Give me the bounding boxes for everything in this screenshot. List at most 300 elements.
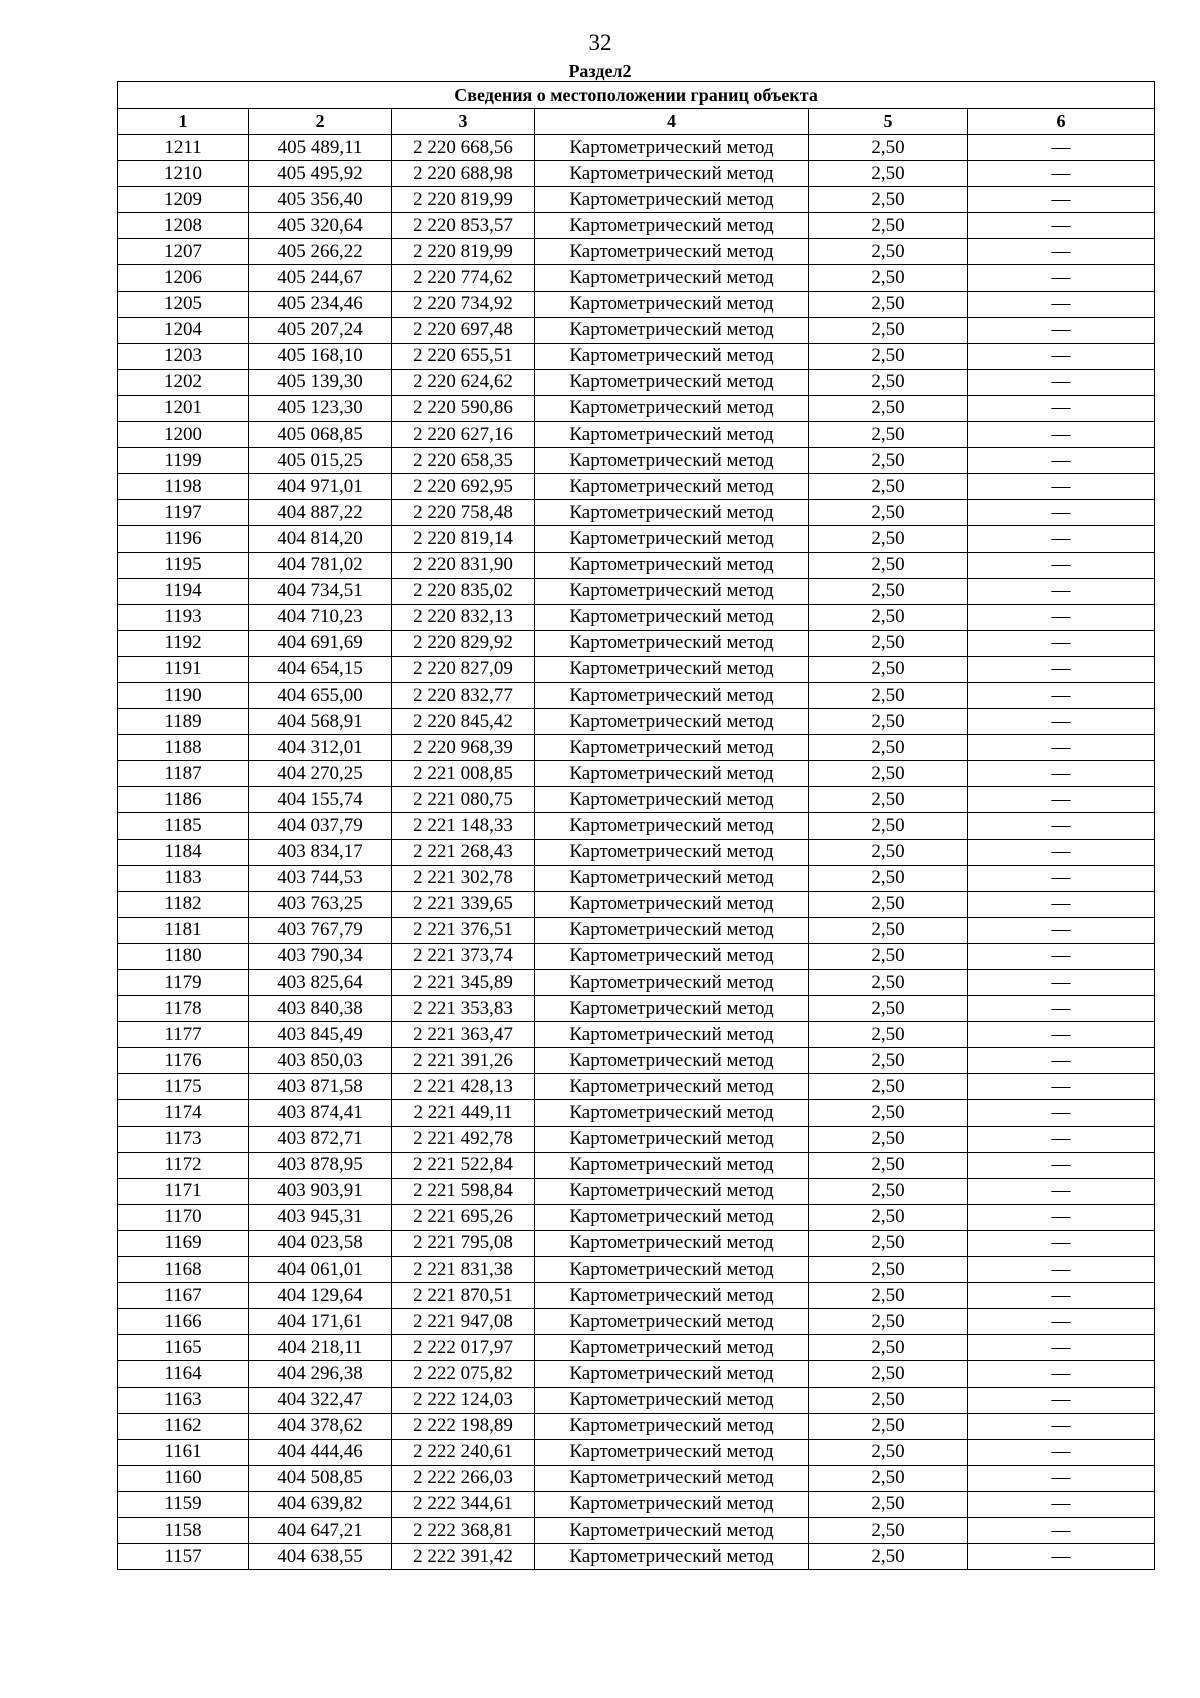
column-number: 1	[118, 109, 249, 135]
method-cell: Картометрический метод	[535, 1387, 809, 1413]
point-number-cell: 1197	[118, 500, 249, 526]
x-coordinate-cell: 405 168,10	[249, 343, 392, 369]
accuracy-cell: 2,50	[809, 1335, 968, 1361]
point-number-cell: 1182	[118, 891, 249, 917]
accuracy-cell: 2,50	[809, 1491, 968, 1517]
y-coordinate-cell: 2 220 832,13	[392, 604, 535, 630]
y-coordinate-cell: 2 222 198,89	[392, 1413, 535, 1439]
table-row	[118, 1022, 1155, 1048]
description-cell: —	[968, 1387, 1155, 1413]
table-row	[118, 135, 1155, 161]
method-cell: Картометрический метод	[535, 682, 809, 708]
table-row	[118, 917, 1155, 943]
y-coordinate-cell: 2 221 353,83	[392, 996, 535, 1022]
column-number: 6	[968, 109, 1155, 135]
x-coordinate-cell: 405 495,92	[249, 161, 392, 187]
x-coordinate-cell: 404 312,01	[249, 735, 392, 761]
method-cell: Картометрический метод	[535, 1230, 809, 1256]
x-coordinate-cell: 405 068,85	[249, 422, 392, 448]
point-number-cell: 1208	[118, 213, 249, 239]
description-cell: —	[968, 813, 1155, 839]
accuracy-cell: 2,50	[809, 996, 968, 1022]
x-coordinate-cell: 404 023,58	[249, 1230, 392, 1256]
point-number-cell: 1174	[118, 1100, 249, 1126]
y-coordinate-cell: 2 222 017,97	[392, 1335, 535, 1361]
method-cell: Картометрический метод	[535, 369, 809, 395]
accuracy-cell: 2,50	[809, 1439, 968, 1465]
description-cell: —	[968, 891, 1155, 917]
table-body	[118, 135, 1155, 1570]
description-cell: —	[968, 1022, 1155, 1048]
table-row	[118, 213, 1155, 239]
method-cell: Картометрический метод	[535, 630, 809, 656]
y-coordinate-cell: 2 221 302,78	[392, 865, 535, 891]
table-row	[118, 1439, 1155, 1465]
y-coordinate-cell: 2 220 624,62	[392, 369, 535, 395]
method-cell: Картометрический метод	[535, 1022, 809, 1048]
y-coordinate-cell: 2 220 774,62	[392, 265, 535, 291]
x-coordinate-cell: 405 244,67	[249, 265, 392, 291]
method-cell: Картометрический метод	[535, 943, 809, 969]
description-cell: —	[968, 343, 1155, 369]
y-coordinate-cell: 2 221 870,51	[392, 1283, 535, 1309]
table-row	[118, 865, 1155, 891]
table-row	[118, 1413, 1155, 1439]
x-coordinate-cell: 404 129,64	[249, 1283, 392, 1309]
table-row	[118, 891, 1155, 917]
point-number-cell: 1175	[118, 1074, 249, 1100]
x-coordinate-cell: 405 123,30	[249, 395, 392, 421]
accuracy-cell: 2,50	[809, 265, 968, 291]
accuracy-cell: 2,50	[809, 839, 968, 865]
description-cell: —	[968, 1283, 1155, 1309]
table-row	[118, 187, 1155, 213]
table-row	[118, 943, 1155, 969]
accuracy-cell: 2,50	[809, 291, 968, 317]
method-cell: Картометрический метод	[535, 1204, 809, 1230]
accuracy-cell: 2,50	[809, 1283, 968, 1309]
method-cell: Картометрический метод	[535, 239, 809, 265]
description-cell: —	[968, 1257, 1155, 1283]
method-cell: Картометрический метод	[535, 787, 809, 813]
method-cell: Картометрический метод	[535, 761, 809, 787]
y-coordinate-cell: 2 221 008,85	[392, 761, 535, 787]
description-cell: —	[968, 656, 1155, 682]
y-coordinate-cell: 2 222 266,03	[392, 1465, 535, 1491]
method-cell: Картометрический метод	[535, 1465, 809, 1491]
table-row	[118, 317, 1155, 343]
x-coordinate-cell: 404 568,91	[249, 709, 392, 735]
accuracy-cell: 2,50	[809, 1387, 968, 1413]
y-coordinate-cell: 2 220 819,99	[392, 239, 535, 265]
description-cell: —	[968, 213, 1155, 239]
y-coordinate-cell: 2 222 344,61	[392, 1491, 535, 1517]
description-cell: —	[968, 395, 1155, 421]
point-number-cell: 1183	[118, 865, 249, 891]
column-number: 2	[249, 109, 392, 135]
x-coordinate-cell: 405 320,64	[249, 213, 392, 239]
x-coordinate-cell: 404 647,21	[249, 1517, 392, 1543]
accuracy-cell: 2,50	[809, 682, 968, 708]
method-cell: Картометрический метод	[535, 1126, 809, 1152]
description-cell: —	[968, 448, 1155, 474]
x-coordinate-cell: 404 639,82	[249, 1491, 392, 1517]
y-coordinate-cell: 2 220 697,48	[392, 317, 535, 343]
method-cell: Картометрический метод	[535, 291, 809, 317]
point-number-cell: 1195	[118, 552, 249, 578]
accuracy-cell: 2,50	[809, 213, 968, 239]
table-row	[118, 813, 1155, 839]
accuracy-cell: 2,50	[809, 1178, 968, 1204]
x-coordinate-cell: 404 155,74	[249, 787, 392, 813]
table-row	[118, 1178, 1155, 1204]
column-number: 4	[535, 109, 809, 135]
x-coordinate-cell: 404 296,38	[249, 1361, 392, 1387]
point-number-cell: 1202	[118, 369, 249, 395]
y-coordinate-cell: 2 220 832,77	[392, 682, 535, 708]
accuracy-cell: 2,50	[809, 1309, 968, 1335]
table-caption: Сведения о местоположении границ объекта	[118, 82, 1155, 109]
point-number-cell: 1176	[118, 1048, 249, 1074]
column-numbers-row	[118, 109, 1155, 135]
description-cell: —	[968, 369, 1155, 395]
table-row	[118, 1465, 1155, 1491]
y-coordinate-cell: 2 221 268,43	[392, 839, 535, 865]
accuracy-cell: 2,50	[809, 865, 968, 891]
accuracy-cell: 2,50	[809, 1465, 968, 1491]
x-coordinate-cell: 404 971,01	[249, 474, 392, 500]
accuracy-cell: 2,50	[809, 761, 968, 787]
x-coordinate-cell: 404 508,85	[249, 1465, 392, 1491]
method-cell: Картометрический метод	[535, 1257, 809, 1283]
y-coordinate-cell: 2 221 376,51	[392, 917, 535, 943]
method-cell: Картометрический метод	[535, 1335, 809, 1361]
point-number-cell: 1160	[118, 1465, 249, 1491]
method-cell: Картометрический метод	[535, 317, 809, 343]
y-coordinate-cell: 2 221 947,08	[392, 1309, 535, 1335]
y-coordinate-cell: 2 220 853,57	[392, 213, 535, 239]
accuracy-cell: 2,50	[809, 317, 968, 343]
point-number-cell: 1180	[118, 943, 249, 969]
description-cell: —	[968, 1152, 1155, 1178]
table-row	[118, 343, 1155, 369]
x-coordinate-cell: 404 734,51	[249, 578, 392, 604]
method-cell: Картометрический метод	[535, 1544, 809, 1570]
table-row	[118, 474, 1155, 500]
y-coordinate-cell: 2 220 668,56	[392, 135, 535, 161]
point-number-cell: 1211	[118, 135, 249, 161]
accuracy-cell: 2,50	[809, 891, 968, 917]
accuracy-cell: 2,50	[809, 735, 968, 761]
method-cell: Картометрический метод	[535, 813, 809, 839]
description-cell: —	[968, 161, 1155, 187]
point-number-cell: 1189	[118, 709, 249, 735]
method-cell: Картометрический метод	[535, 265, 809, 291]
x-coordinate-cell: 405 207,24	[249, 317, 392, 343]
description-cell: —	[968, 865, 1155, 891]
point-number-cell: 1209	[118, 187, 249, 213]
point-number-cell: 1190	[118, 682, 249, 708]
description-cell: —	[968, 1413, 1155, 1439]
section-title: Раздел2	[568, 61, 632, 81]
point-number-cell: 1198	[118, 474, 249, 500]
table-row	[118, 1048, 1155, 1074]
x-coordinate-cell: 403 871,58	[249, 1074, 392, 1100]
description-cell: —	[968, 839, 1155, 865]
table-row	[118, 1204, 1155, 1230]
table-row	[118, 1074, 1155, 1100]
accuracy-cell: 2,50	[809, 448, 968, 474]
point-number-cell: 1168	[118, 1257, 249, 1283]
table-row	[118, 709, 1155, 735]
point-number-cell: 1199	[118, 448, 249, 474]
x-coordinate-cell: 404 171,61	[249, 1309, 392, 1335]
description-cell: —	[968, 1230, 1155, 1256]
table-row	[118, 1517, 1155, 1543]
x-coordinate-cell: 403 945,31	[249, 1204, 392, 1230]
point-number-cell: 1173	[118, 1126, 249, 1152]
point-number-cell: 1184	[118, 839, 249, 865]
point-number-cell: 1200	[118, 422, 249, 448]
y-coordinate-cell: 2 221 339,65	[392, 891, 535, 917]
point-number-cell: 1203	[118, 343, 249, 369]
table-row	[118, 682, 1155, 708]
point-number-cell: 1179	[118, 970, 249, 996]
point-number-cell: 1159	[118, 1491, 249, 1517]
description-cell: —	[968, 578, 1155, 604]
x-coordinate-cell: 403 825,64	[249, 970, 392, 996]
x-coordinate-cell: 403 850,03	[249, 1048, 392, 1074]
method-cell: Картометрический метод	[535, 474, 809, 500]
description-cell: —	[968, 709, 1155, 735]
y-coordinate-cell: 2 221 345,89	[392, 970, 535, 996]
accuracy-cell: 2,50	[809, 970, 968, 996]
accuracy-cell: 2,50	[809, 1204, 968, 1230]
method-cell: Картометрический метод	[535, 395, 809, 421]
description-cell: —	[968, 317, 1155, 343]
table-row	[118, 787, 1155, 813]
x-coordinate-cell: 404 654,15	[249, 656, 392, 682]
x-coordinate-cell: 405 234,46	[249, 291, 392, 317]
accuracy-cell: 2,50	[809, 1517, 968, 1543]
y-coordinate-cell: 2 222 368,81	[392, 1517, 535, 1543]
method-cell: Картометрический метод	[535, 1074, 809, 1100]
description-cell: —	[968, 604, 1155, 630]
point-number-cell: 1170	[118, 1204, 249, 1230]
point-number-cell: 1158	[118, 1517, 249, 1543]
x-coordinate-cell: 404 322,47	[249, 1387, 392, 1413]
method-cell: Картометрический метод	[535, 917, 809, 943]
method-cell: Картометрический метод	[535, 709, 809, 735]
method-cell: Картометрический метод	[535, 1491, 809, 1517]
description-cell: —	[968, 1126, 1155, 1152]
method-cell: Картометрический метод	[535, 526, 809, 552]
x-coordinate-cell: 404 710,23	[249, 604, 392, 630]
point-number-cell: 1166	[118, 1309, 249, 1335]
method-cell: Картометрический метод	[535, 161, 809, 187]
y-coordinate-cell: 2 220 734,92	[392, 291, 535, 317]
point-number-cell: 1163	[118, 1387, 249, 1413]
table-row	[118, 265, 1155, 291]
table-row	[118, 1544, 1155, 1570]
point-number-cell: 1161	[118, 1439, 249, 1465]
y-coordinate-cell: 2 220 627,16	[392, 422, 535, 448]
y-coordinate-cell: 2 220 831,90	[392, 552, 535, 578]
accuracy-cell: 2,50	[809, 135, 968, 161]
point-number-cell: 1204	[118, 317, 249, 343]
table-row	[118, 630, 1155, 656]
method-cell: Картометрический метод	[535, 552, 809, 578]
point-number-cell: 1167	[118, 1283, 249, 1309]
description-cell: —	[968, 1361, 1155, 1387]
x-coordinate-cell: 403 767,79	[249, 917, 392, 943]
table-row	[118, 1283, 1155, 1309]
table-row	[118, 422, 1155, 448]
point-number-cell: 1177	[118, 1022, 249, 1048]
description-cell: —	[968, 943, 1155, 969]
x-coordinate-cell: 404 814,20	[249, 526, 392, 552]
y-coordinate-cell: 2 220 829,92	[392, 630, 535, 656]
y-coordinate-cell: 2 222 391,42	[392, 1544, 535, 1570]
point-number-cell: 1192	[118, 630, 249, 656]
point-number-cell: 1169	[118, 1230, 249, 1256]
table-row	[118, 1126, 1155, 1152]
y-coordinate-cell: 2 221 831,38	[392, 1257, 535, 1283]
table-row	[118, 1152, 1155, 1178]
table-row	[118, 395, 1155, 421]
description-cell: —	[968, 500, 1155, 526]
description-cell: —	[968, 970, 1155, 996]
point-number-cell: 1205	[118, 291, 249, 317]
accuracy-cell: 2,50	[809, 1100, 968, 1126]
accuracy-cell: 2,50	[809, 813, 968, 839]
description-cell: —	[968, 474, 1155, 500]
description-cell: —	[968, 291, 1155, 317]
table-row	[118, 448, 1155, 474]
table-row	[118, 369, 1155, 395]
table-row	[118, 970, 1155, 996]
point-number-cell: 1188	[118, 735, 249, 761]
method-cell: Картометрический метод	[535, 422, 809, 448]
point-number-cell: 1181	[118, 917, 249, 943]
point-number-cell: 1207	[118, 239, 249, 265]
table-row	[118, 996, 1155, 1022]
method-cell: Картометрический метод	[535, 656, 809, 682]
point-number-cell: 1162	[118, 1413, 249, 1439]
point-number-cell: 1194	[118, 578, 249, 604]
point-number-cell: 1165	[118, 1335, 249, 1361]
y-coordinate-cell: 2 221 363,47	[392, 1022, 535, 1048]
point-number-cell: 1210	[118, 161, 249, 187]
table-row	[118, 735, 1155, 761]
accuracy-cell: 2,50	[809, 552, 968, 578]
accuracy-cell: 2,50	[809, 474, 968, 500]
y-coordinate-cell: 2 221 492,78	[392, 1126, 535, 1152]
table-row	[118, 552, 1155, 578]
y-coordinate-cell: 2 220 758,48	[392, 500, 535, 526]
point-number-cell: 1191	[118, 656, 249, 682]
point-number-cell: 1171	[118, 1178, 249, 1204]
point-number-cell: 1201	[118, 395, 249, 421]
description-cell: —	[968, 1204, 1155, 1230]
method-cell: Картометрический метод	[535, 735, 809, 761]
y-coordinate-cell: 2 220 835,02	[392, 578, 535, 604]
table-row	[118, 1257, 1155, 1283]
description-cell: —	[968, 1465, 1155, 1491]
accuracy-cell: 2,50	[809, 1048, 968, 1074]
accuracy-cell: 2,50	[809, 709, 968, 735]
x-coordinate-cell: 403 834,17	[249, 839, 392, 865]
method-cell: Картометрический метод	[535, 996, 809, 1022]
x-coordinate-cell: 403 790,34	[249, 943, 392, 969]
method-cell: Картометрический метод	[535, 891, 809, 917]
point-number-cell: 1196	[118, 526, 249, 552]
table-row	[118, 839, 1155, 865]
x-coordinate-cell: 404 638,55	[249, 1544, 392, 1570]
x-coordinate-cell: 403 903,91	[249, 1178, 392, 1204]
description-cell: —	[968, 135, 1155, 161]
description-cell: —	[968, 787, 1155, 813]
x-coordinate-cell: 405 015,25	[249, 448, 392, 474]
description-cell: —	[968, 1100, 1155, 1126]
y-coordinate-cell: 2 220 590,86	[392, 395, 535, 421]
method-cell: Картометрический метод	[535, 1309, 809, 1335]
table-row	[118, 1335, 1155, 1361]
description-cell: —	[968, 1439, 1155, 1465]
method-cell: Картометрический метод	[535, 1100, 809, 1126]
accuracy-cell: 2,50	[809, 161, 968, 187]
y-coordinate-cell: 2 221 695,26	[392, 1204, 535, 1230]
table-row	[118, 239, 1155, 265]
method-cell: Картометрический метод	[535, 1439, 809, 1465]
table-row	[118, 1361, 1155, 1387]
table-row	[118, 1230, 1155, 1256]
boundary-coordinates-table	[117, 81, 1155, 1570]
description-cell: —	[968, 761, 1155, 787]
table-row	[118, 161, 1155, 187]
accuracy-cell: 2,50	[809, 187, 968, 213]
y-coordinate-cell: 2 220 968,39	[392, 735, 535, 761]
y-coordinate-cell: 2 222 124,03	[392, 1387, 535, 1413]
x-coordinate-cell: 403 744,53	[249, 865, 392, 891]
accuracy-cell: 2,50	[809, 500, 968, 526]
description-cell: —	[968, 1491, 1155, 1517]
y-coordinate-cell: 2 221 428,13	[392, 1074, 535, 1100]
y-coordinate-cell: 2 220 658,35	[392, 448, 535, 474]
x-coordinate-cell: 403 845,49	[249, 1022, 392, 1048]
table-row	[118, 1100, 1155, 1126]
method-cell: Картометрический метод	[535, 500, 809, 526]
y-coordinate-cell: 2 220 692,95	[392, 474, 535, 500]
description-cell: —	[968, 552, 1155, 578]
x-coordinate-cell: 403 874,41	[249, 1100, 392, 1126]
accuracy-cell: 2,50	[809, 422, 968, 448]
x-coordinate-cell: 404 061,01	[249, 1257, 392, 1283]
page-number: 32	[588, 30, 612, 55]
accuracy-cell: 2,50	[809, 656, 968, 682]
accuracy-cell: 2,50	[809, 1230, 968, 1256]
description-cell: —	[968, 1517, 1155, 1543]
x-coordinate-cell: 403 840,38	[249, 996, 392, 1022]
method-cell: Картометрический метод	[535, 1178, 809, 1204]
accuracy-cell: 2,50	[809, 239, 968, 265]
accuracy-cell: 2,50	[809, 1074, 968, 1100]
x-coordinate-cell: 405 266,22	[249, 239, 392, 265]
description-cell: —	[968, 526, 1155, 552]
x-coordinate-cell: 404 691,69	[249, 630, 392, 656]
description-cell: —	[968, 265, 1155, 291]
description-cell: —	[968, 630, 1155, 656]
